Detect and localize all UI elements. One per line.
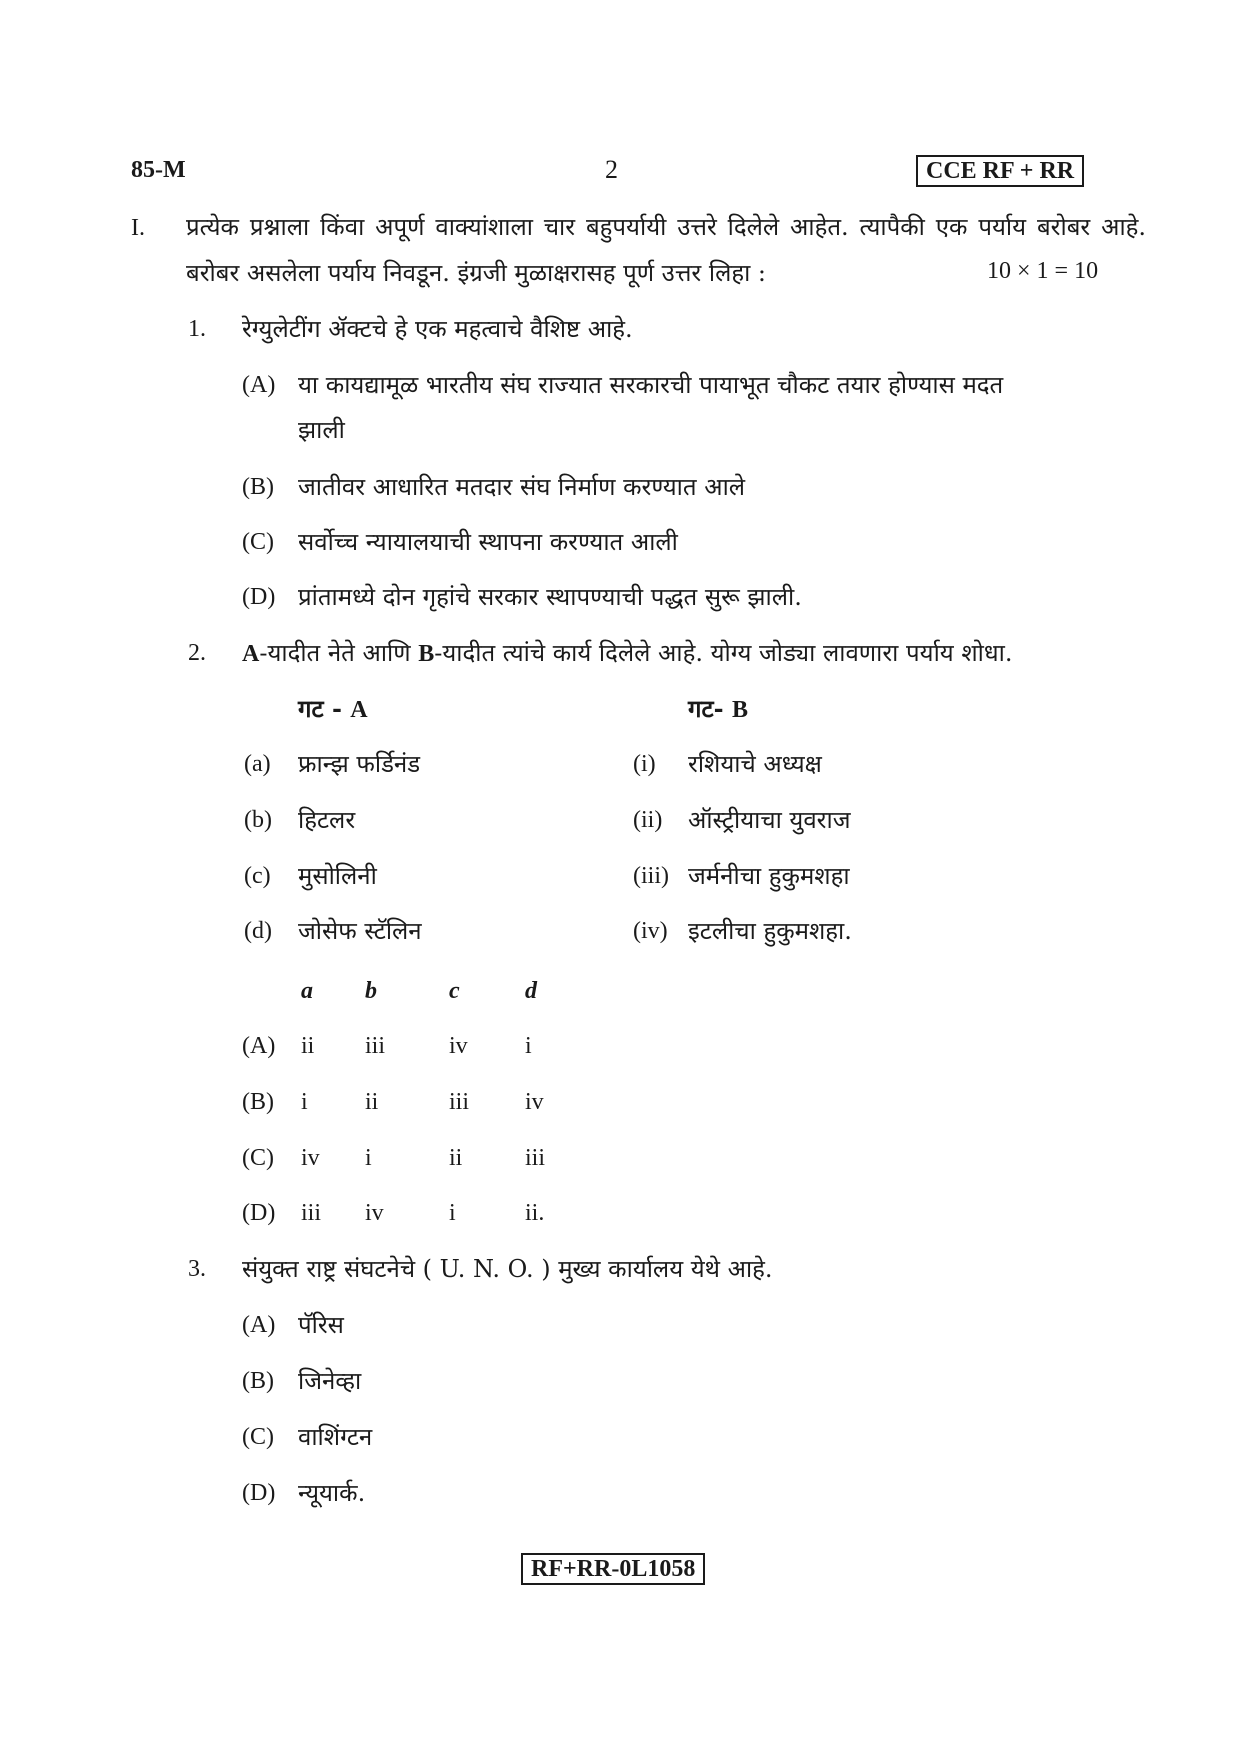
group-a-item: फ्रान्झ फर्डिनंड — [298, 750, 421, 778]
page-number: 2 — [605, 155, 618, 184]
answer-row-label: (B) — [242, 1089, 274, 1115]
group-a-item: हिटलर — [298, 806, 356, 834]
q2-number: 2. — [188, 640, 206, 666]
q1-option-text: सर्वोच्च न्यायालयाची स्थापना करण्यात आली — [298, 528, 678, 556]
group-a-title: गट - A — [298, 694, 368, 723]
answer-cell: iv — [525, 1089, 544, 1115]
answer-row-label: (A) — [242, 1033, 276, 1059]
answer-header: c — [449, 978, 460, 1004]
answer-cell: ii — [365, 1089, 379, 1115]
group-a-label: (a) — [244, 751, 271, 777]
section-instructions: प्रत्येक प्रश्नाला किंवा अपूर्ण वाक्यांशाला चार बहुपर्यायी उत्तरे दिलेले आहेत. त्यापैकी एक पर्याय बरोबर आहे. बरोबर असलेला पर्याय निवडून. इंग्रजी मुळाक्षरासह पूर्ण उत्तर लिहा : — [186, 213, 1146, 287]
answer-cell: iii — [449, 1089, 470, 1115]
q1-option-text: या कायद्यामूळ भारतीय संघ राज्यात सरकारची पायाभूत चौकट तयार होण्यास मदत — [298, 371, 1004, 399]
q1-option-label: (D) — [242, 584, 276, 610]
q1-text: रेग्युलेटींग ॲक्टचे हे एक महत्वाचे वैशिष्ट आहे. — [242, 315, 633, 343]
q1-option-label: (C) — [242, 529, 274, 555]
q1-option-text: प्रांतामध्ये दोन गृहांचे सरकार स्थापण्याची पद्धत सुरू झाली. — [298, 583, 802, 611]
q3-option-text: वाशिंग्टन — [298, 1423, 373, 1451]
q3-option-label: (A) — [242, 1312, 276, 1338]
answer-cell: i — [525, 1033, 532, 1059]
answer-cell: iv — [449, 1033, 468, 1059]
answer-cell: ii — [301, 1033, 315, 1059]
answer-cell: iii — [525, 1145, 546, 1171]
answer-cell: iv — [365, 1200, 384, 1226]
section-marks: 10 × 1 = 10 — [987, 258, 1099, 284]
q2-text: A-यादीत नेते आणि B-यादीत त्यांचे कार्य दिलेले आहे. योग्य जोड्या लावणारा पर्याय शोधा. — [242, 639, 1013, 667]
group-b-title: गट- B — [688, 694, 748, 723]
answer-row-label: (C) — [242, 1145, 274, 1171]
q3-option-label: (B) — [242, 1368, 274, 1394]
footer-code: RF+RR-0L1058 — [521, 1553, 705, 1585]
q1-option-label: (B) — [242, 474, 274, 500]
group-a-item: मुसोलिनी — [298, 862, 377, 890]
q3-number: 3. — [188, 1256, 206, 1282]
group-a-label: (c) — [244, 863, 271, 889]
q3-option-label: (C) — [242, 1424, 274, 1450]
answer-header: d — [525, 978, 537, 1004]
q1-option-text: जातीवर आधारित मतदार संघ निर्माण करण्यात आले — [298, 473, 746, 501]
q1-option-text-continued: झाली — [298, 416, 345, 444]
group-b-label: (i) — [633, 751, 656, 777]
answer-cell: ii — [449, 1145, 463, 1171]
group-b-item: ऑस्ट्रीयाचा युवराज — [688, 806, 851, 834]
answer-cell: ii. — [525, 1200, 545, 1226]
q2-list-b-letter: B — [418, 641, 435, 667]
section-numeral: I. — [131, 215, 145, 241]
answer-cell: iv — [301, 1145, 320, 1171]
paper-code: 85-M — [131, 157, 186, 183]
answer-row-label: (D) — [242, 1200, 276, 1226]
answer-header: a — [301, 978, 313, 1004]
q2-list-a-letter: A — [242, 641, 260, 667]
group-b-label: (iv) — [633, 918, 668, 944]
answer-cell: i — [449, 1200, 456, 1226]
answer-cell: i — [301, 1089, 308, 1115]
group-a-item: जोसेफ स्टॅलिन — [298, 917, 422, 945]
answer-cell: iii — [301, 1200, 322, 1226]
series-box: CCE RF + RR — [916, 155, 1084, 187]
answer-header: b — [365, 978, 377, 1004]
q1-number: 1. — [188, 316, 206, 342]
answer-cell: iii — [365, 1033, 386, 1059]
group-b-item: जर्मनीचा हुकुमशहा — [688, 862, 850, 890]
group-a-label: (b) — [244, 807, 272, 833]
group-b-item: इटलीचा हुकुमशहा. — [688, 917, 852, 945]
group-b-item: रशियाचे अध्यक्ष — [688, 750, 822, 778]
q1-option-label: (A) — [242, 372, 276, 398]
q3-option-text: पॅरिस — [298, 1311, 344, 1339]
group-b-label: (ii) — [633, 807, 663, 833]
q3-text: संयुक्त राष्ट्र संघटनेचे ( U. N. O. ) मुख्य कार्यालय येथे आहे. — [242, 1255, 773, 1283]
q3-option-label: (D) — [242, 1480, 276, 1506]
q3-option-text: न्यूयार्क. — [298, 1479, 366, 1507]
group-b-label: (iii) — [633, 863, 669, 889]
answer-cell: i — [365, 1145, 372, 1171]
q3-option-text: जिनेव्हा — [298, 1367, 362, 1395]
group-a-label: (d) — [244, 918, 272, 944]
